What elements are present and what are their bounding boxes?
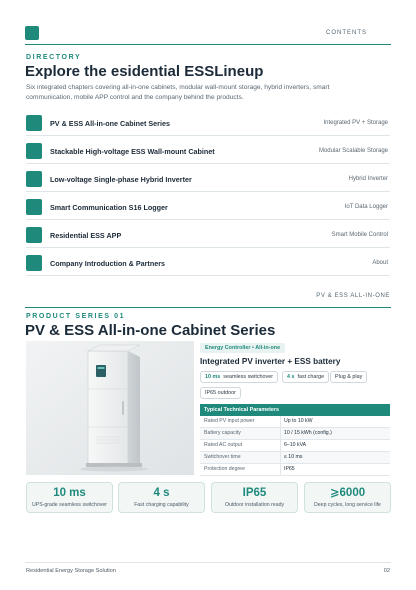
product-image: [26, 341, 194, 475]
toc-divider: [26, 219, 390, 220]
section-divider: [25, 307, 391, 308]
directory-description: Six integrated chapters covering all-in-one cabinets, modular wall-mount storage, hybrid inverters, smart communication, mobile APP control and the company behind the products.: [26, 84, 330, 101]
page-header: [25, 26, 391, 46]
toc-item-tag: About: [372, 260, 388, 266]
spec-divider: [280, 464, 281, 475]
feature-chip: [282, 371, 329, 383]
toc-item-tag: Modular Scalable Storage: [318, 148, 388, 154]
chapter-square-icon: [26, 227, 42, 243]
feature-chip-value: 4 s: [287, 374, 295, 380]
toc-item-tag: Integrated PV + Storage: [323, 120, 388, 126]
spec-row: [200, 464, 390, 476]
page-number: 02: [383, 568, 390, 574]
toc-item[interactable]: [26, 225, 390, 253]
product-title: PV & ESS All-in-one Cabinet Series: [25, 322, 276, 339]
stat-value: ⩾6000: [329, 487, 366, 499]
spec-label: Rated PV input power: [204, 418, 255, 424]
toc-divider: [26, 135, 390, 136]
spec-row: [200, 440, 390, 452]
toc-divider: [26, 191, 390, 192]
spec-divider: [280, 428, 281, 439]
stat-card: [26, 482, 113, 513]
spec-table-header: Typical Technical Parameters: [200, 404, 390, 416]
stat-value: 10 ms: [53, 487, 86, 499]
chapter-square-icon: [26, 143, 42, 159]
spec-divider: [280, 452, 281, 463]
brand-square-icon: [25, 26, 39, 40]
feature-chip-label: IP65 outdoor: [205, 390, 236, 396]
spec-divider: [280, 440, 281, 451]
stat-card: [211, 482, 298, 513]
feature-chip: [330, 371, 367, 383]
stat-label: UPS-grade seamless switchover: [32, 502, 107, 508]
feature-chip-label: fast charge: [297, 374, 325, 380]
header-divider: [25, 44, 391, 45]
feature-chip-label: Plug & play: [335, 374, 363, 380]
chapter-square-icon: [26, 171, 42, 187]
stat-label: Deep cycles, long service life: [314, 502, 381, 508]
chapter-square-icon: [26, 255, 42, 271]
spec-value: Up to 10 kW: [284, 418, 313, 424]
cabinet-illustration: [26, 341, 194, 475]
stat-value: 4 s: [153, 487, 170, 499]
toc-item-title: Stackable High-voltage ESS Wall-mount Cabinet: [50, 147, 215, 156]
spec-row: [200, 416, 390, 428]
toc-item-title: PV & ESS All-in-one Cabinet Series: [50, 119, 170, 128]
directory-title: Explore the esidential ESSLineup: [25, 63, 264, 80]
stat-value: IP65: [242, 487, 267, 499]
toc-item-title: Low-voltage Single-phase Hybrid Inverter: [50, 175, 192, 184]
footer-divider: [25, 562, 391, 563]
spec-label: Switchover time: [204, 454, 241, 460]
spec-table: [200, 404, 390, 476]
toc-item-title: Residential ESS APP: [50, 231, 122, 240]
directory-eyebrow: DIRECTORY: [26, 54, 82, 61]
stat-cards: [26, 482, 391, 513]
spec-label: Battery capacity: [204, 430, 241, 436]
feature-chip: [200, 371, 278, 383]
toc-item[interactable]: [26, 113, 390, 141]
feature-chip-label: seamless switchover: [223, 374, 274, 380]
toc-item-tag: IoT Data Logger: [344, 204, 388, 210]
stat-card: [304, 482, 391, 513]
spec-divider: [280, 416, 281, 427]
spec-value: IP65: [284, 466, 295, 472]
spec-value: 10 / 15 kWh (config.): [284, 430, 332, 436]
spec-row: [200, 452, 390, 464]
section-caption: PV & ESS ALL-IN-ONE: [316, 293, 390, 299]
table-of-contents: [26, 113, 390, 281]
chapter-square-icon: [26, 199, 42, 215]
product-eyebrow: PRODUCT SERIES 01: [26, 313, 126, 320]
toc-item-title: Smart Communication S16 Logger: [50, 203, 168, 212]
spec-value: 6–10 kVA: [284, 442, 307, 448]
toc-item[interactable]: [26, 253, 390, 281]
toc-item-tag: Hybrid Inverter: [348, 176, 388, 182]
feature-chip: [200, 387, 241, 399]
spec-row: [200, 428, 390, 440]
toc-item-title: Company Introduction & Partners: [50, 259, 166, 268]
toc-item[interactable]: [26, 169, 390, 197]
chapter-square-icon: [26, 115, 42, 131]
stat-label: Fast charging capability: [134, 502, 189, 508]
stat-label: Outdoor installation ready: [224, 502, 285, 508]
spec-label: Rated AC output: [204, 442, 243, 448]
footer-title: Residential Energy Storage Solution: [26, 568, 116, 574]
spec-label: Protection degree: [204, 466, 245, 472]
toc-divider: [26, 275, 390, 276]
toc-item-tag: Smart Mobile Control: [331, 232, 388, 238]
toc-item[interactable]: [26, 141, 390, 169]
feature-chip-value: 10 ms: [205, 374, 221, 380]
toc-item[interactable]: [26, 197, 390, 225]
toc-divider: [26, 163, 390, 164]
product-subtitle: Integrated PV inverter + ESS battery: [200, 357, 341, 366]
product-category-pill: Energy Controller • All-in-one: [200, 343, 285, 353]
stat-card: [118, 482, 205, 513]
header-label: CONTENTS: [326, 30, 367, 36]
toc-divider: [26, 247, 390, 248]
spec-value: ≤ 10 ms: [284, 454, 303, 460]
